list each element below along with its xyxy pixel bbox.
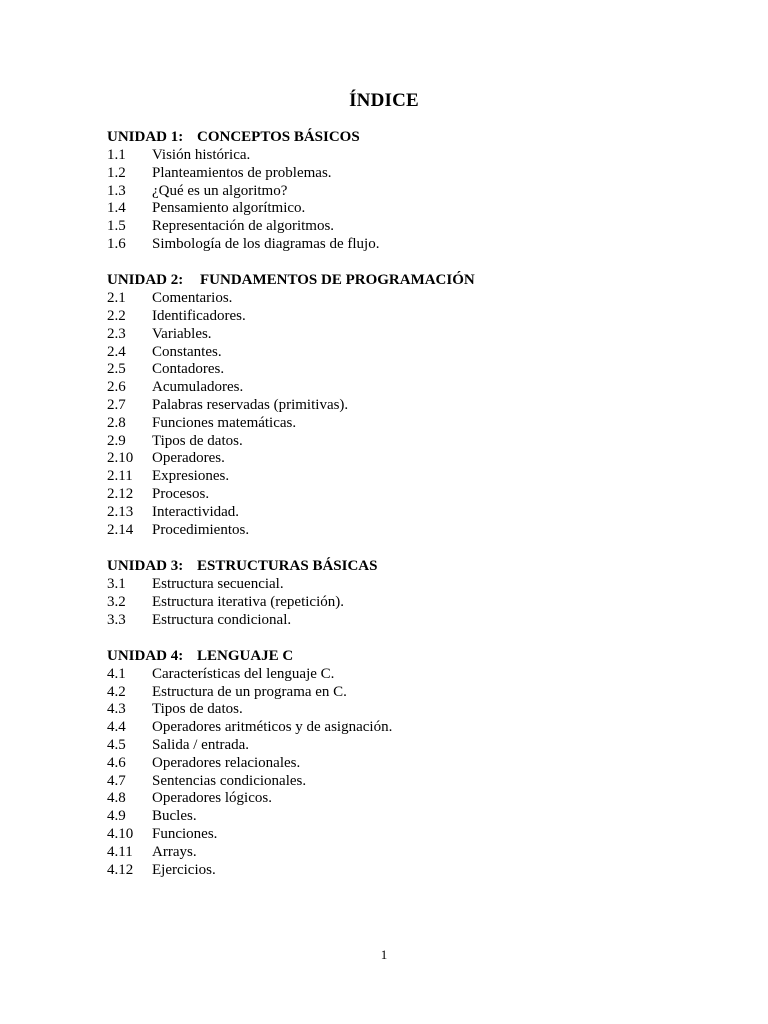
toc-item: [107, 236, 667, 254]
toc-unit: [107, 271, 667, 539]
toc-item-text: Estructura condicional.: [152, 611, 292, 628]
toc-item-text: Palabras reservadas (primitivas).: [152, 397, 349, 414]
toc-item-number: 4.4: [107, 719, 126, 736]
toc-item: [107, 737, 667, 755]
toc-item-number: 4.10: [107, 826, 134, 842]
toc-item-text: Simbología de los diagramas de flujo.: [152, 235, 380, 252]
toc-unit: [107, 647, 667, 880]
toc-item: [107, 594, 667, 612]
toc-item: [107, 773, 667, 791]
toc-item: [107, 361, 667, 379]
toc-item-text: Operadores aritméticos y de asignación.: [152, 719, 393, 736]
toc-item-number: 2.11: [107, 468, 133, 485]
toc-item-text: Tipos de datos.: [152, 432, 243, 449]
toc-item-text: Arrays.: [152, 843, 197, 860]
toc-item-number: 1.3: [107, 182, 126, 199]
toc-item: [107, 450, 667, 468]
toc-item: [107, 612, 667, 630]
toc-item: [107, 719, 667, 737]
toc-item: [107, 666, 667, 684]
toc-item-text: Interactividad.: [152, 503, 240, 520]
toc-item-number: 1.4: [107, 200, 126, 217]
toc-item: [107, 808, 667, 826]
toc-item: [107, 826, 667, 844]
toc-item: [107, 862, 667, 880]
toc-item-number: 4.9: [107, 808, 126, 825]
page-number: 1: [380, 947, 388, 962]
toc-item-text: Procesos.: [152, 486, 210, 503]
unit-label: UNIDAD 1:: [107, 129, 184, 145]
toc-item-text: Funciones matemáticas.: [152, 414, 297, 431]
toc-item-text: Tipos de datos.: [152, 701, 243, 718]
toc-item-number: 2.2: [107, 308, 126, 325]
toc-item: [107, 183, 667, 201]
toc-item: [107, 504, 667, 522]
toc-item: [107, 468, 667, 486]
toc-item-text: Operadores lógicos.: [152, 790, 272, 807]
toc-item-text: Estructura secuencial.: [152, 575, 284, 592]
toc-item-text: Sentencias condicionales.: [152, 772, 307, 789]
toc-item: [107, 684, 667, 702]
toc-item-text: Constantes.: [152, 343, 222, 360]
toc-item-text: Comentarios.: [152, 290, 233, 307]
toc-item-text: Procedimientos.: [152, 521, 250, 538]
toc-item-number: 4.5: [107, 737, 126, 754]
unit-name: ESTRUCTURAS BÁSICAS: [197, 557, 378, 574]
toc-item-number: 2.1: [107, 290, 126, 307]
toc-item: [107, 397, 667, 415]
toc-item-text: Representación de algoritmos.: [152, 218, 335, 235]
toc-item-number: 4.12: [107, 861, 134, 878]
toc-item-number: 4.2: [107, 683, 126, 700]
unit-heading: [107, 128, 667, 147]
toc-item-number: 1.6: [107, 235, 126, 252]
toc-item-number: 2.8: [107, 414, 126, 431]
toc-item: [107, 486, 667, 504]
toc-item-text: Pensamiento algorítmico.: [152, 200, 306, 217]
toc-item: [107, 200, 667, 218]
toc-item: [107, 379, 667, 397]
toc-item: [107, 308, 667, 326]
toc-item-text: Bucles.: [152, 808, 197, 825]
toc-item-number: 3.2: [107, 593, 126, 610]
table-of-contents: [107, 128, 667, 897]
toc-item-text: Contadores.: [152, 361, 225, 378]
toc-item-number: 4.3: [107, 701, 126, 718]
toc-item-text: Operadores relacionales.: [152, 754, 301, 771]
toc-item-text: Identificadores.: [152, 308, 246, 325]
toc-item-number: 4.11: [107, 843, 133, 860]
unit-label: UNIDAD 2:: [107, 272, 184, 289]
unit-label: UNIDAD 4:: [107, 647, 184, 664]
unit-name: CONCEPTOS BÁSICOS: [197, 129, 360, 145]
toc-item-number: 4.8: [107, 790, 126, 807]
toc-item: [107, 755, 667, 773]
toc-item-number: 1.5: [107, 218, 126, 235]
toc-item-number: 4.1: [107, 665, 126, 682]
toc-item: [107, 415, 667, 433]
toc-item-number: 3.3: [107, 611, 126, 628]
unit-heading: [107, 557, 667, 576]
toc-item: [107, 576, 667, 594]
toc-item-number: 2.7: [107, 397, 126, 414]
toc-item-text: Expresiones.: [152, 468, 230, 485]
toc-item: [107, 165, 667, 183]
toc-item: [107, 844, 667, 862]
toc-item-text: ¿Qué es un algoritmo?: [152, 182, 288, 199]
toc-unit: [107, 557, 667, 629]
toc-item: [107, 147, 667, 165]
toc-item-text: Visión histórica.: [152, 147, 251, 163]
unit-name: LENGUAJE C: [197, 647, 294, 664]
toc-item-number: 2.12: [107, 486, 134, 503]
toc-item: [107, 326, 667, 344]
toc-item-text: Operadores.: [152, 450, 225, 467]
toc-item: [107, 218, 667, 236]
unit-heading: [107, 271, 667, 290]
toc-item-number: 4.7: [107, 772, 126, 789]
toc-item-text: Ejercicios.: [152, 861, 216, 878]
toc-item-text: Estructura iterativa (repetición).: [152, 593, 344, 610]
toc-item: [107, 433, 667, 451]
toc-item-number: 2.3: [107, 325, 126, 342]
toc-item-number: 4.6: [107, 754, 126, 771]
toc-item-text: Características del lenguaje C.: [152, 665, 335, 682]
toc-item-number: 2.14: [107, 521, 134, 538]
toc-item-number: 3.1: [107, 575, 126, 592]
toc-unit: [107, 128, 667, 254]
toc-item-text: Estructura de un programa en C.: [152, 683, 347, 700]
toc-item-text: Variables.: [152, 325, 212, 342]
toc-item: [107, 290, 667, 308]
page-title: ÍNDICE: [349, 90, 419, 111]
toc-item: [107, 790, 667, 808]
toc-item: [107, 344, 667, 362]
toc-item-text: Acumuladores.: [152, 379, 244, 396]
toc-item-number: 2.6: [107, 379, 126, 396]
toc-item: [107, 701, 667, 719]
toc-item-number: 2.10: [107, 450, 134, 467]
toc-item-number: 2.13: [107, 503, 134, 520]
toc-item-text: Planteamientos de problemas.: [152, 164, 332, 181]
toc-item-text: Salida / entrada.: [152, 737, 250, 754]
toc-item-number: 1.1: [107, 147, 126, 163]
toc-item-text: Funciones.: [152, 826, 218, 842]
unit-heading: [107, 647, 667, 666]
unit-name: FUNDAMENTOS DE PROGRAMACIÓN: [200, 272, 475, 289]
toc-item-number: 2.5: [107, 361, 126, 378]
toc-item-number: 2.9: [107, 432, 126, 449]
toc-item: [107, 522, 667, 540]
toc-item-number: 1.2: [107, 164, 126, 181]
unit-label: UNIDAD 3:: [107, 557, 184, 574]
toc-item-number: 2.4: [107, 343, 126, 360]
